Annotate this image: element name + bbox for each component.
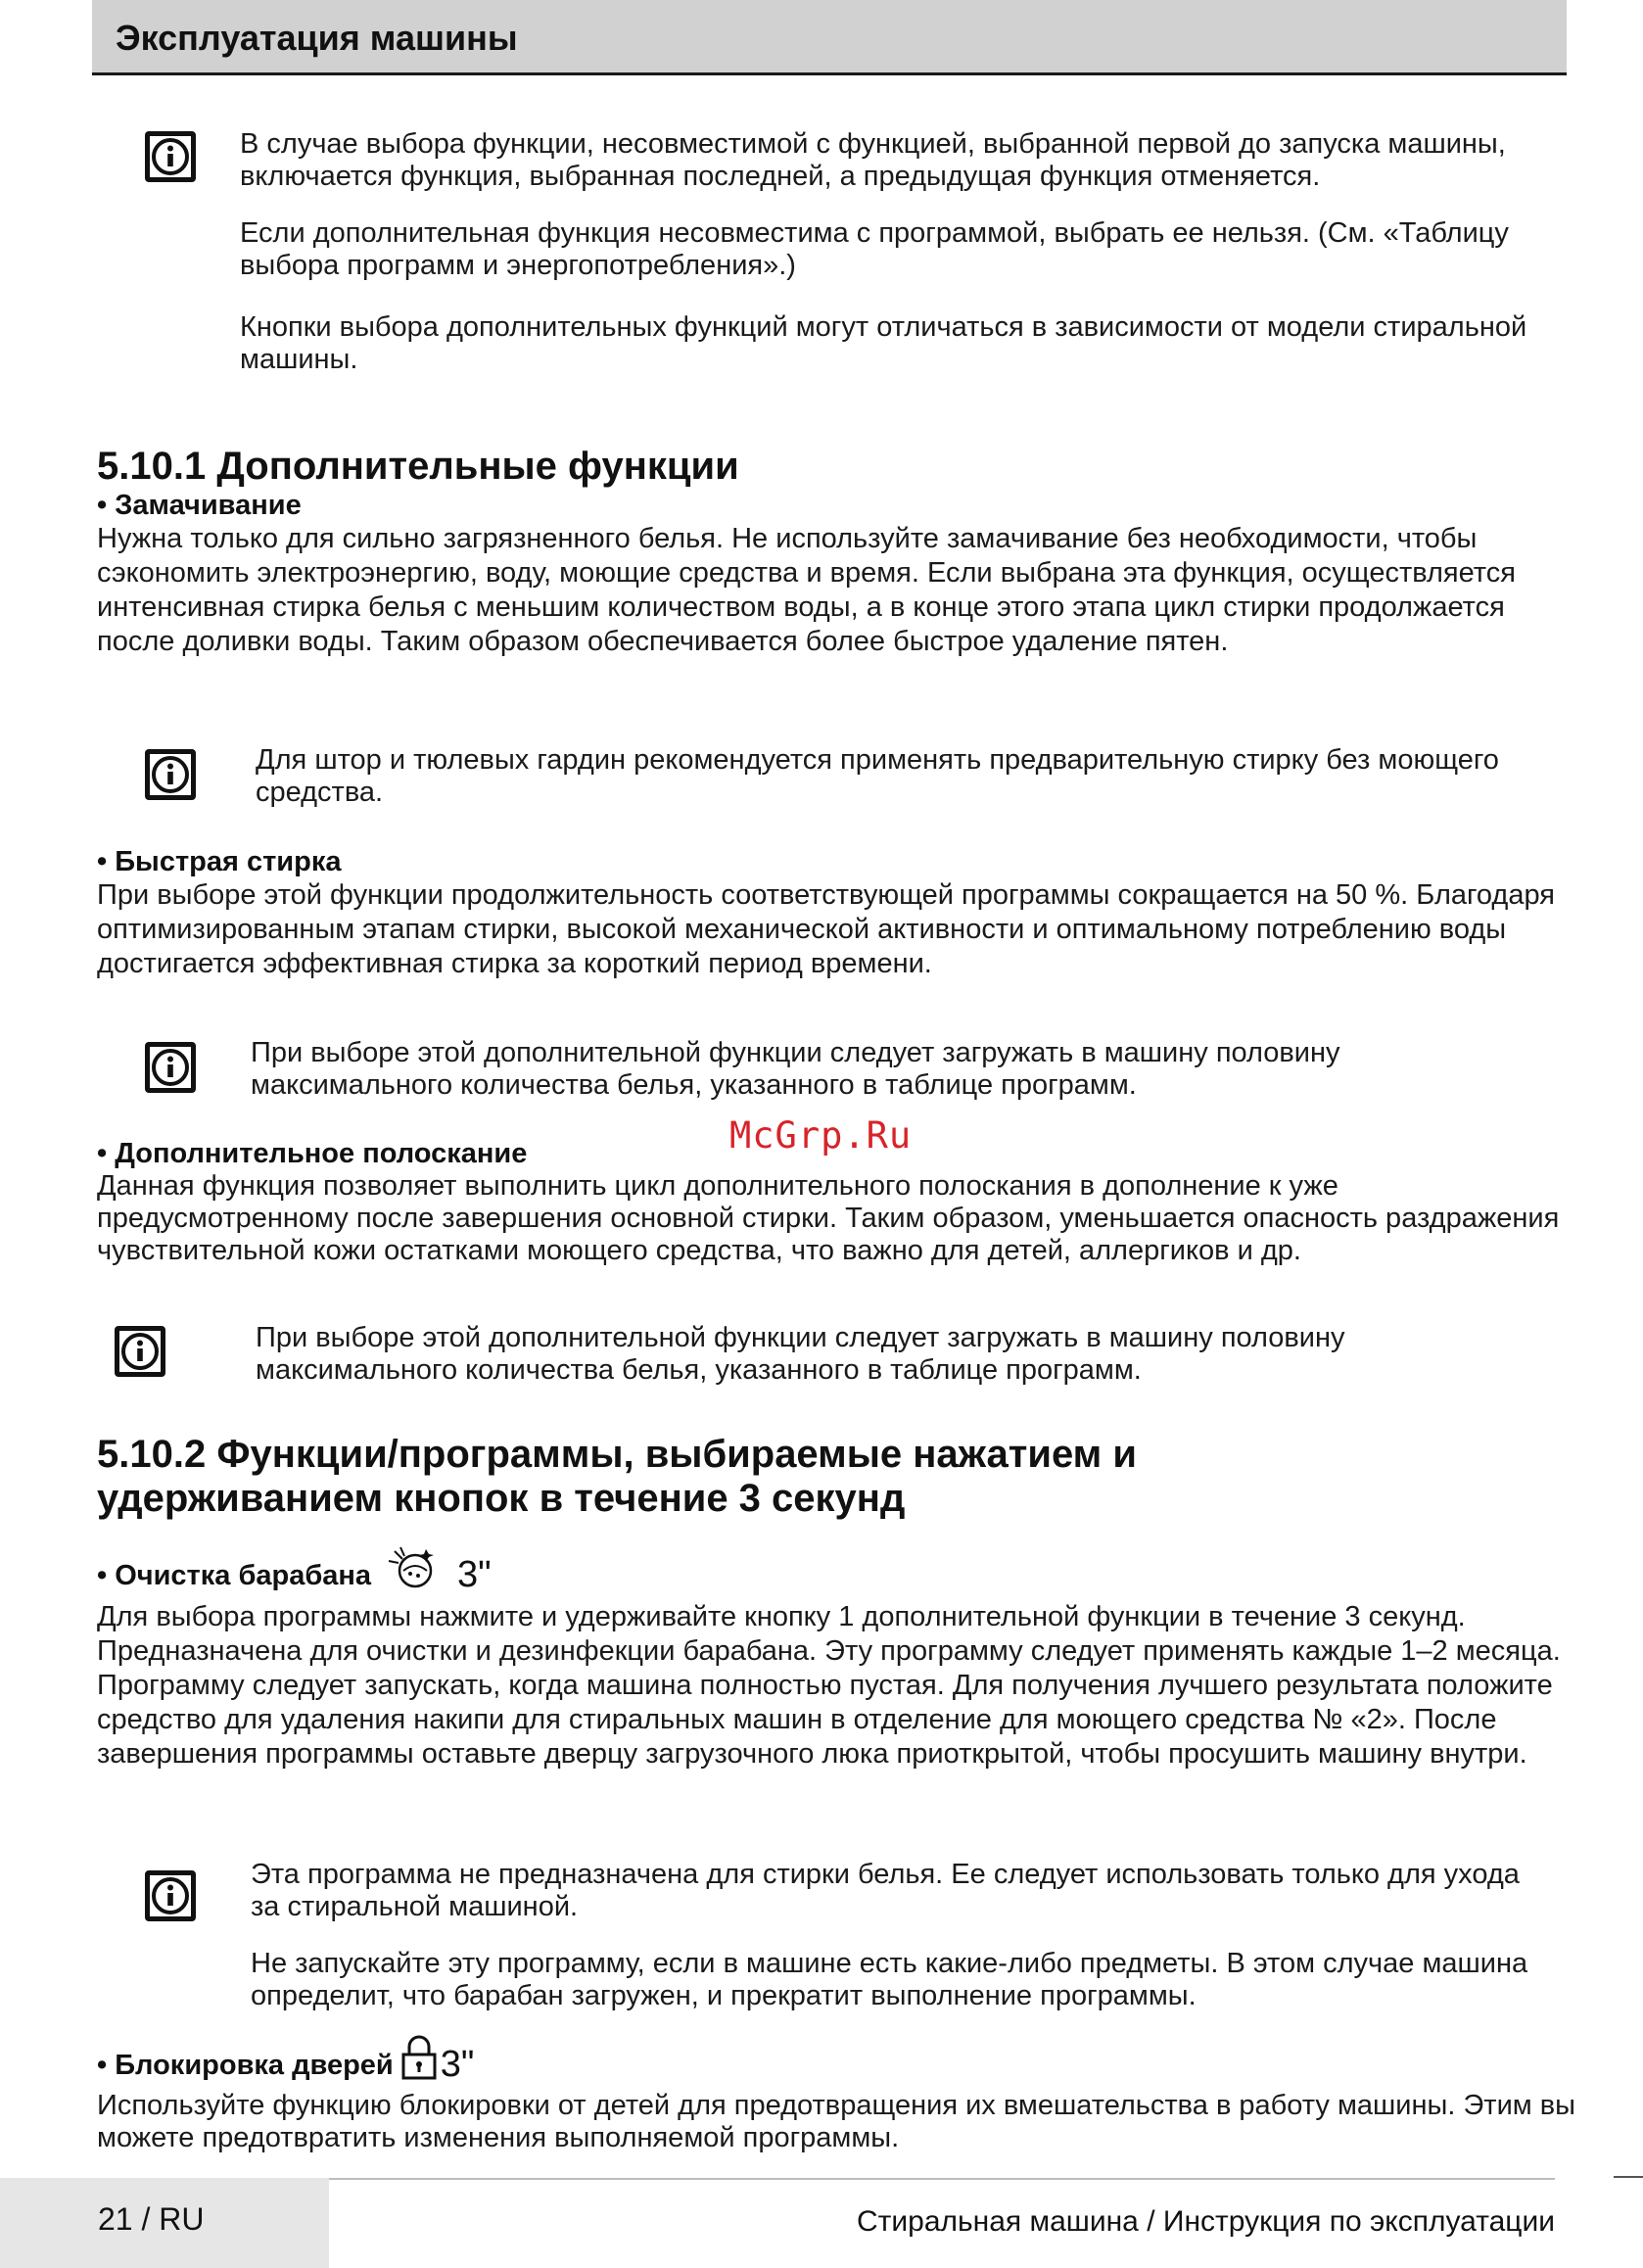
door-lock (97, 2033, 1575, 2154)
footer-doc-title: Стиральная машина / Инструкция по эксплуатации (856, 2205, 1555, 2238)
watermark: McGrp.Ru (729, 1114, 913, 1157)
soak-text: Нужна только для сильно загрязненного белья. Не используйте замачивание без необходимости, чтобы сэкономить электроэнергию, воду, моющие средства и время. Если выбрана эта функция, осуществляется интенсивная стирка белья с меньшим количеством воды, а в конце этого этапа цикл стирки продолжается после доливки воды. Таким образом обеспечивается более быстрое удаление пятен. (97, 523, 1516, 657)
drum-note1: Эта программа не предназначена для стирки белья. Ее следует использовать только для ухода за стиральной машиной. (251, 1859, 1520, 1922)
rinse-note-text: При выборе этой дополнительной функции следует загружать в машину половину максимального количества белья, указанного в таблице программ. (256, 1322, 1345, 1386)
quick-wash (97, 845, 1575, 981)
note-top (240, 128, 1542, 376)
quick-note-text: При выборе этой дополнительной функции следует загружать в машину половину максимального количества белья, указанного в таблице программ. (251, 1037, 1340, 1101)
drum-title: • Очистка барабана (97, 1560, 372, 1591)
footer-divider (329, 2178, 1555, 2180)
lock-seconds: 3" (440, 2044, 475, 2085)
quick-note (251, 1037, 1548, 1102)
info-icon (145, 1870, 196, 1921)
rinse-note (256, 1322, 1548, 1387)
section-title-5-10-2-line1: 5.10.2 Функции/программы, выбираемые нажатием и (97, 1433, 1137, 1476)
lock-title: • Блокировка дверей (97, 2050, 394, 2081)
info-icon (115, 1326, 165, 1377)
drum-clean (97, 1543, 1575, 1772)
page-number: 21 / RU (98, 2201, 205, 2237)
section-5-10-2 (97, 1433, 1575, 1521)
rinse-text: Данная функция позволяет выполнить цикл дополнительного полоскания в дополнение к уже предусмотренному после завершения основной стирки. Таким образом, уменьшается опасность раздражения чувствительной кожи остатками моющего средства, что важно для детей, аллергиков и др. (97, 1170, 1560, 1266)
extra-rinse (97, 1137, 1575, 1267)
note-top-p1: В случае выбора функции, несовместимой с функцией, выбранной первой до запуска машины, включается функция, выбранная последней, а предыдущая функция отменяется. (240, 128, 1506, 192)
drum-note2: Не запускайте эту программу, если в машине есть какие-либо предметы. В этом случае машина определит, что барабан загружен, и прекратит выполнение программы. (251, 1948, 1528, 2011)
section-title-5-10-2-line2: удерживанием кнопок в течение 3 секунд (97, 1477, 906, 1520)
info-icon (145, 131, 196, 182)
quick-title: • Быстрая стирка (97, 846, 342, 877)
drum-seconds: 3" (457, 1554, 492, 1595)
drum-note (251, 1859, 1553, 2012)
soak-note (256, 744, 1548, 809)
drum-title-row (97, 1543, 1575, 1600)
lock-icon (399, 2033, 439, 2090)
note-top-p2: Если дополнительная функция несовместима с программой, выбрать ее нельзя. (См. «Таблицу выбора программ и энергопотребления».) (240, 217, 1509, 281)
edge-mark (1614, 2176, 1643, 2178)
soak-note-text: Для штор и тюлевых гардин рекомендуется применять предварительную стирку без моющего средства. (256, 744, 1499, 808)
lock-text: Используйте функцию блокировки от детей для предотвращения их вмешательства в работу машины. Этим вы можете предотвратить изменения выполняемой программы. (97, 2090, 1576, 2153)
quick-text: При выборе этой функции продолжительность соответствующей программы сокращается на 50 %. Благодаря оптимизированным этапам стирки, высокой механической активности и оптимальному потреблению воды достигается эффективная стирка за короткий период времени. (97, 879, 1555, 979)
drum-clean-icon (377, 1543, 455, 1600)
info-icon (145, 1042, 196, 1093)
drum-text1: Для выбора программы нажмите и удерживайте кнопку 1 дополнительной функции в течение 3 секунд. (97, 1601, 1466, 1632)
page-header (92, 0, 1567, 75)
lock-title-row (97, 2033, 1575, 2090)
section-title-5-10-1: 5.10.1 Дополнительные функции (97, 445, 739, 488)
note-top-p3: Кнопки выбора дополнительных функций могут отличаться в зависимости от модели стиральной машины. (240, 311, 1527, 375)
header-title: Эксплуатация машины (116, 18, 518, 58)
drum-text2: Предназначена для очистки и дезинфекции барабана. Эту программу следует применять каждые 1–2 месяца. Программу следует запускать, когда машина полностью пустая. Для получения лучшего результата положите средство для удаления накипи для стиральных машин в отделение для моющего средства № «2». После завершения программы оставьте дверцу загрузочного люка приоткрытой, чтобы просушить машину внутри. (97, 1635, 1561, 1770)
section-5-10-1 (97, 445, 1575, 659)
soak-title: • Замачивание (97, 490, 302, 521)
rinse-title: • Дополнительное полоскание (97, 1138, 528, 1169)
info-icon (145, 749, 196, 800)
